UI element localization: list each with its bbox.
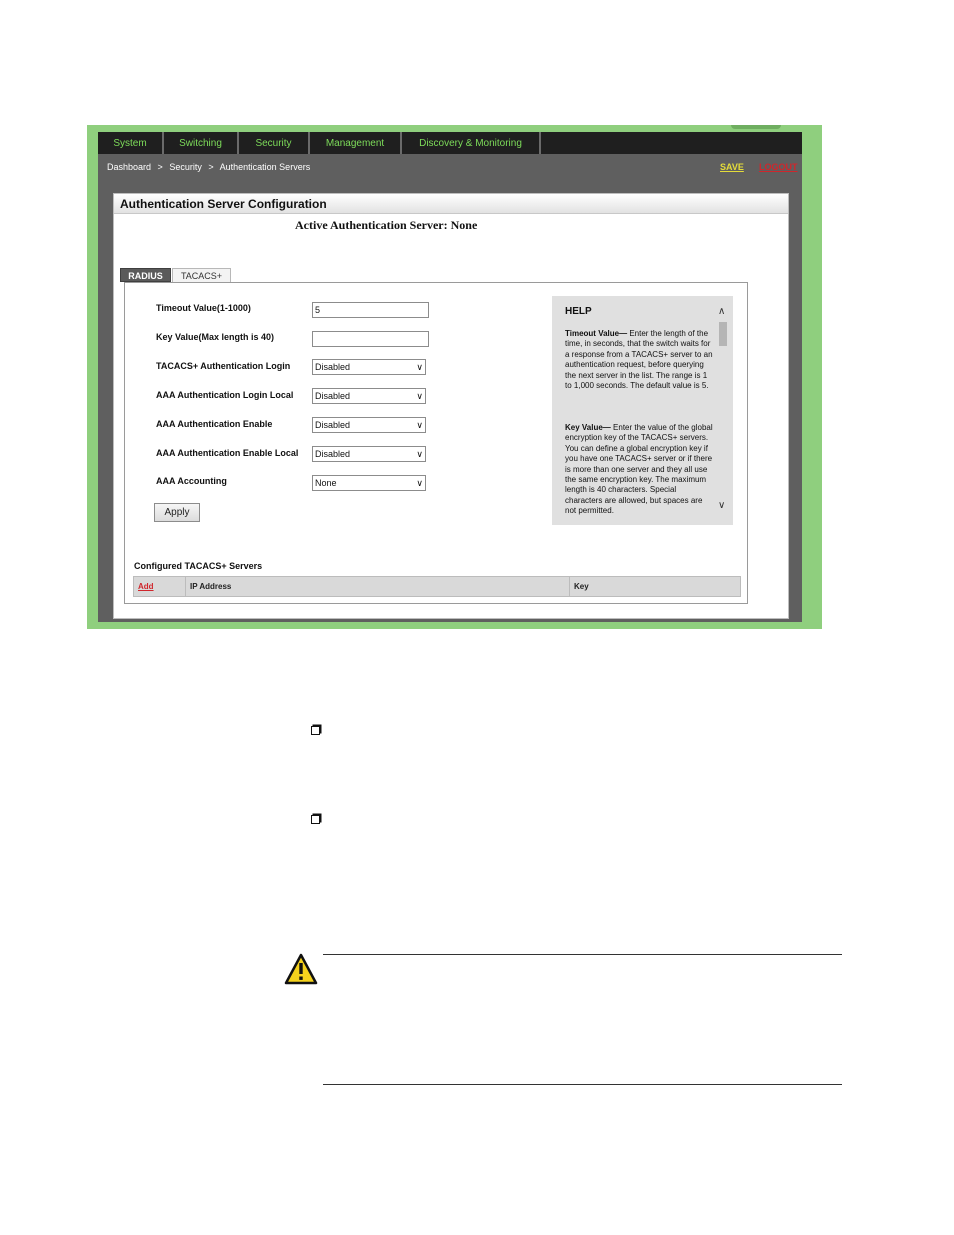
- help-timeout-term: Timeout Value—: [565, 329, 628, 338]
- key-input[interactable]: [312, 331, 429, 347]
- chevron-down-icon: ∨: [416, 478, 423, 488]
- nav-switching[interactable]: Switching: [164, 132, 239, 154]
- help-key-text: [565, 423, 713, 517]
- help-timeout-description: Enter the length of the time, in seconds, that the switch waits for a response from a TACACS+ server to an authentication request, before querying the next server in the list. The range is 1 to 1,000 seconds. The default value is 5.: [565, 329, 713, 391]
- breadcrumb-security[interactable]: Security: [169, 162, 202, 172]
- servers-table-header: [133, 576, 741, 597]
- top-nav: [98, 132, 802, 154]
- key-label: Key Value(Max length is 40): [156, 332, 275, 342]
- aaa-login-local-value: Disabled: [315, 391, 351, 401]
- checkbox-bullet-icon: [311, 815, 320, 824]
- apply-button[interactable]: Apply: [154, 503, 200, 522]
- aaa-enable-label: AAA Authentication Enable: [156, 419, 273, 429]
- breadcrumb-separator: >: [208, 162, 214, 172]
- help-panel[interactable]: [552, 296, 733, 525]
- app-window: [98, 132, 802, 622]
- logout-link[interactable]: LOGOUT: [759, 162, 798, 172]
- nav-security[interactable]: Security: [239, 132, 310, 154]
- scrollbar-thumb[interactable]: [719, 322, 727, 346]
- aaa-enable-select[interactable]: [312, 417, 426, 433]
- tacacs-login-select[interactable]: [312, 359, 426, 375]
- nav-management[interactable]: Management: [310, 132, 402, 154]
- panel-header: [114, 194, 788, 214]
- column-ip-address: IP Address: [186, 577, 570, 596]
- warning-triangle-icon: [284, 953, 318, 985]
- screenshot-frame: [87, 125, 822, 629]
- chevron-down-icon: ∨: [416, 420, 423, 430]
- chevron-up-icon[interactable]: ∧: [718, 306, 726, 317]
- aaa-accounting-value: None: [315, 478, 337, 488]
- breadcrumb-dashboard[interactable]: Dashboard: [107, 162, 152, 172]
- tab-content: [124, 282, 748, 604]
- chevron-down-icon: ∨: [416, 449, 423, 459]
- aaa-accounting-label: AAA Accounting: [156, 476, 227, 486]
- checkbox-bullet-icon: [311, 726, 320, 735]
- warning-top-rule: [323, 954, 842, 955]
- warning-bottom-rule: [323, 1084, 842, 1085]
- help-timeout-text: [565, 329, 713, 391]
- aaa-enable-local-label: AAA Authentication Enable Local: [156, 448, 299, 458]
- timeout-label: Timeout Value(1-1000): [156, 303, 251, 313]
- aaa-enable-local-select[interactable]: [312, 446, 426, 462]
- configured-servers-title: Configured TACACS+ Servers: [134, 561, 263, 571]
- breadcrumb-separator: >: [157, 162, 163, 172]
- timeout-input[interactable]: [312, 302, 429, 318]
- nav-discovery-monitoring[interactable]: Discovery & Monitoring: [402, 132, 541, 154]
- nav-system[interactable]: System: [98, 132, 164, 154]
- add-server-link[interactable]: Add: [134, 577, 186, 596]
- aaa-accounting-select[interactable]: [312, 475, 426, 491]
- tacacs-login-value: Disabled: [315, 362, 351, 372]
- column-key: Key: [574, 582, 589, 591]
- chevron-down-icon[interactable]: ∨: [718, 500, 726, 511]
- breadcrumb-bar: [98, 154, 802, 180]
- active-server-status: Active Authentication Server: None: [295, 218, 478, 232]
- help-key-description: Enter the value of the global encryption key of the TACACS+ servers. You can define a global encryption key if you have one TACACS+ server or if there is more than one server and they all use the same encryption key. The maximum length is 40 characters. Special characters are allowed, but spaces are not permitted.: [565, 423, 713, 516]
- help-key-term: Key Value—: [565, 423, 611, 432]
- help-title: HELP: [565, 306, 592, 317]
- chevron-down-icon: ∨: [416, 362, 423, 372]
- panel-title: Authentication Server Configuration: [120, 197, 327, 211]
- config-panel: [113, 193, 789, 619]
- tacacs-login-label: TACACS+ Authentication Login: [156, 361, 291, 371]
- chevron-down-icon: ∨: [416, 391, 423, 401]
- breadcrumb: [107, 162, 314, 172]
- save-link[interactable]: SAVE: [720, 162, 744, 172]
- frame-tab: [731, 125, 781, 129]
- aaa-enable-local-value: Disabled: [315, 449, 351, 459]
- breadcrumb-authentication-servers: Authentication Servers: [219, 162, 311, 172]
- aaa-enable-value: Disabled: [315, 420, 351, 430]
- aaa-login-local-select[interactable]: [312, 388, 426, 404]
- tab-tacacs[interactable]: TACACS+: [172, 268, 231, 282]
- aaa-login-local-label: AAA Authentication Login Local: [156, 390, 294, 400]
- tab-radius[interactable]: RADIUS: [120, 268, 171, 282]
- content-area: [98, 180, 802, 622]
